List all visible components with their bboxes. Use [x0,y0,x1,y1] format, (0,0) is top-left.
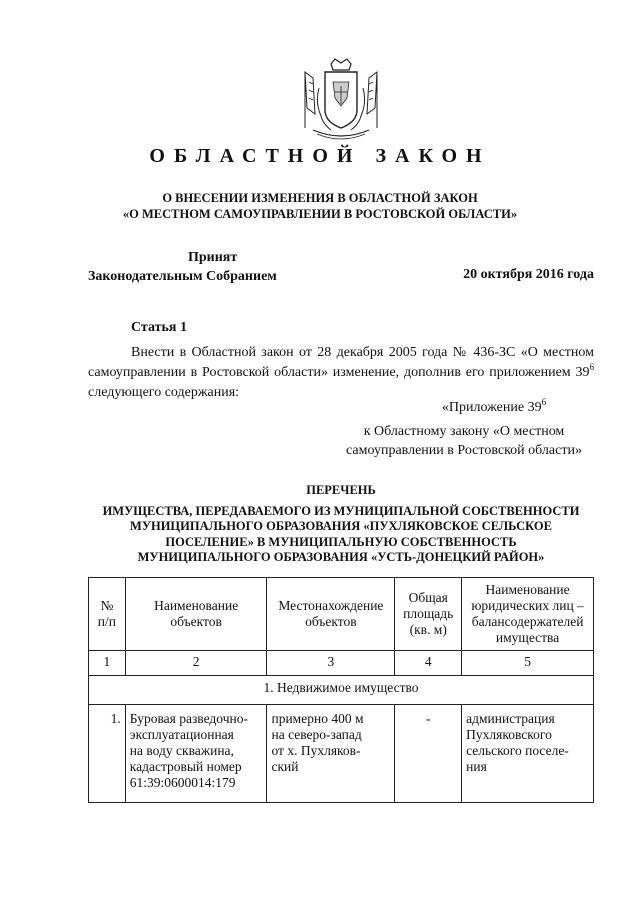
column-number: 2 [125,651,267,676]
row-area: - [395,705,462,803]
column-number: 3 [267,651,395,676]
list-heading-line-2: МУНИЦИПАЛЬНОГО ОБРАЗОВАНИЯ «ПУХЛЯКОВСКОЕ СЕЛЬСКОЕ [130,519,552,533]
law-title: ОБЛАСТНОЙ ЗАКОН [149,145,491,167]
appendix-superscript: 6 [541,397,547,407]
table-row [89,705,594,803]
column-number: 5 [462,651,594,676]
header-holder: Наименование юридических лиц – балансодержателей имущества [462,578,594,651]
column-number: 1 [89,651,126,676]
column-number-row [89,651,594,676]
row-name: Буровая разведочно- эксплуатационная на воду скважина, кадастровый номер 61:39:0600014:179 [125,705,267,803]
coat-of-arms-icon [301,58,381,144]
section-title: 1. Недвижимое имущество [89,676,594,705]
appendix-line-3: самоуправлении в Ростовской области» [346,443,582,458]
adopted-by [88,248,348,286]
list-heading-block [88,483,594,566]
header-location: Местонахождение объектов [267,578,395,651]
section-row [89,676,594,705]
column-number: 4 [395,651,462,676]
subtitle-line-2: «О МЕСТНОМ САМОУПРАВЛЕНИИ В РОСТОВСКОЙ ОБЛАСТИ» [122,207,518,221]
appendix-line-2: к Областному закону «О местном [363,424,565,439]
list-heading: ПЕРЕЧЕНЬ [306,483,376,497]
header-area: Общая площадь (кв. м) [395,578,462,651]
header-name: Наименование объектов [125,578,267,651]
property-table [88,577,594,803]
appendix-reference [332,398,596,460]
list-heading-line-3: ПОСЕЛЕНИЕ» В МУНИЦИПАЛЬНУЮ СОБСТВЕННОСТЬ [165,534,517,549]
article-heading: Статья 1 [131,320,187,335]
article-text: Внести в Областной закон от 28 декабря 2005 года № 436-ЗС «О местном самоуправлении в Ростовской области» изменение, дополнив его приложением 39 [88,345,594,380]
law-subtitle [100,190,540,222]
table-header-row [89,578,594,651]
article-superscript: 6 [589,362,594,372]
adopted-label: Принят [188,250,238,265]
subtitle-line-1: О ВНЕСЕНИИ ИЗМЕНЕНИЯ В ОБЛАСТНОЙ ЗАКОН [162,191,478,205]
article-body [88,343,594,403]
list-heading-line-1: ИМУЩЕСТВА, ПЕРЕДАВАЕМОГО ИЗ МУНИЦИПАЛЬНОЙ СОБСТВЕННОСТИ [102,503,580,518]
row-holder: администрация Пухляковского сельского поселе- ния [462,705,594,803]
row-location: примерно 400 м на северо-запад от х. Пухляков- ский [267,705,395,803]
adopted-body: Законодательным Собранием [88,269,277,284]
article-text-end: следующего содержания: [88,385,240,400]
row-number: 1. [89,705,126,803]
list-heading-line-4: МУНИЦИПАЛЬНОГО ОБРАЗОВАНИЯ «УСТЬ-ДОНЕЦКИЙ РАЙОН» [137,550,545,564]
header-number: № п/п [89,578,126,651]
adoption-date: 20 октября 2016 года [463,267,594,282]
appendix-title: «Приложение 39 [441,400,542,415]
